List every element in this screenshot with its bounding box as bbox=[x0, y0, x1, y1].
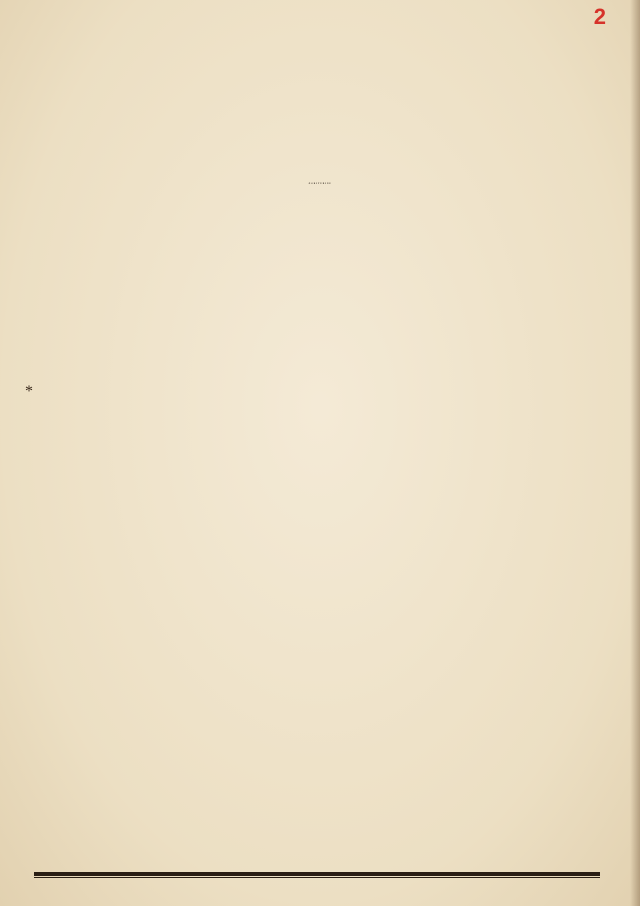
imprint-rule bbox=[34, 872, 600, 876]
imprint-rule-thin bbox=[34, 877, 600, 878]
margin-mark: * bbox=[25, 383, 33, 400]
pencil-page-number: 2 bbox=[593, 4, 606, 29]
page-edge-shadow bbox=[630, 0, 640, 906]
main-title-aegritudine: ÆGRITUDINE bbox=[308, 183, 332, 185]
